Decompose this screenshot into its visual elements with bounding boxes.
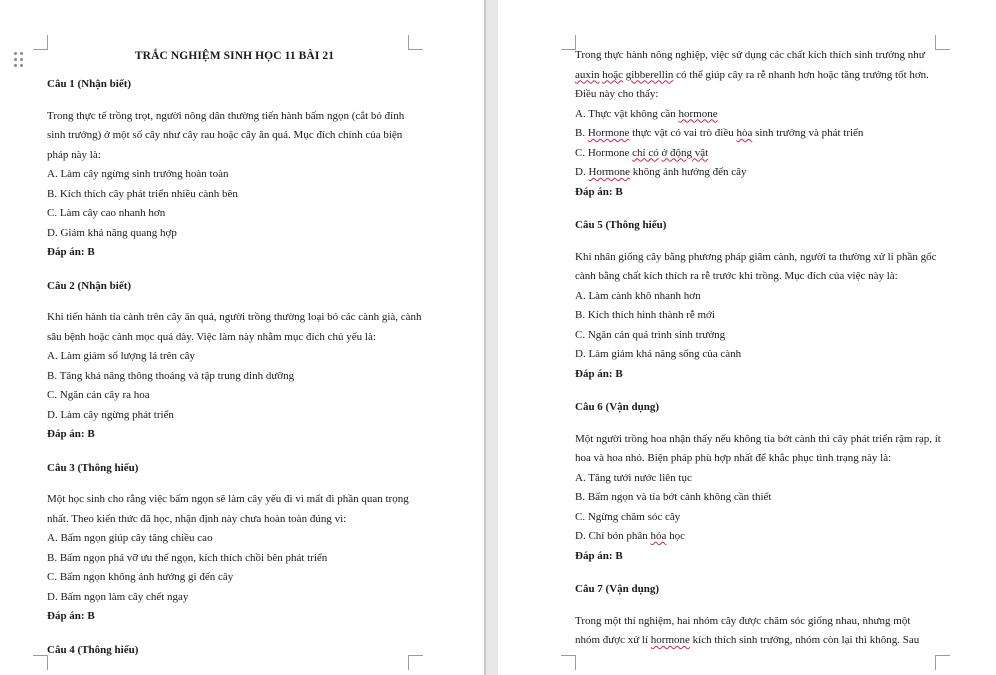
spell-flag-hoa-q6[interactable]: hóa [650, 530, 667, 542]
question-4-answer: Đáp án: B [575, 185, 623, 198]
document-page-right [498, 0, 996, 675]
question-6-text: Một người trồng hoa nhận thấy nếu không tỉa bớt cành thì cây phát triển rậm rạp, ít hoa và hoa nhỏ. Biện pháp phù hợp nhất để khắc phục tình trạng này là: [575, 432, 941, 464]
question-5-option-c: C. Ngăn cản quá trình sinh trưởng [575, 328, 726, 341]
page-gutter-edge [484, 0, 486, 675]
question-3-option-c: C. Bấm ngọn không ảnh hưởng gì đến cây [47, 571, 234, 583]
question-2-text: Khi tiến hành tỉa cành trên cây ăn quả, người trồng thường loại bỏ các cành già, cành sâu bệnh hoặc cành mọc quá dày. Việc làm này nhằm mục đích chủ yếu là: [47, 311, 422, 343]
page-content-right [575, 46, 947, 651]
question-5-text: Khi nhân giống cây bằng phương pháp giâm cành, người ta thường xử lí phần gốc cành bằng chất kích thích ra rễ trước khi trồng. Mục đích của việc này là: [575, 250, 937, 282]
q4-option-b-text: thực vật có vai trò điều [632, 127, 734, 139]
question-3-option-b: B. Bấm ngọn phá vỡ ưu thế ngọn, kích thích chồi bên phát triển [47, 551, 328, 564]
question-4-option-d [575, 163, 947, 183]
crop-mark-bottom-left [561, 655, 576, 670]
question-6-option-a: A. Tăng tưới nước liên tục [575, 471, 692, 484]
question-2-option-d: D. Làm cây ngừng phát triển [47, 408, 174, 421]
q4-option-d-text: không ảnh hưởng đến cây [632, 166, 747, 178]
q4-line2-text: có thể giúp cây ra rễ nhanh hơn hoặc tăng trưởng tốt hơn. [676, 68, 929, 81]
page-gutter [484, 0, 498, 675]
q6-option-d-text-end: học [669, 530, 686, 542]
q4-option-b-text-end: sinh trưởng và phát triển [755, 127, 864, 139]
question-4-option-a [575, 105, 947, 125]
question-1-text: Trong thực tế trồng trọt, người nông dân thường tiến hành bấm ngọn (cắt bỏ đỉnh sinh trưởng) ở một số cây như cây rau hoặc cây ăn quả. Mục đích chính của biện pháp này là: [47, 109, 405, 161]
question-1-answer: Đáp án: B [47, 246, 95, 258]
q4-option-c-text: C. Hormone [575, 146, 630, 159]
question-3-answer: Đáp án: B [47, 610, 95, 622]
question-3-option-d: D. Bấm ngọn làm cây chết ngay [47, 590, 189, 603]
crop-mark-bottom-left [33, 655, 48, 670]
spell-flag-hoa-b[interactable]: hòa [736, 127, 753, 139]
document-title: TRẮC NGHIỆM SINH HỌC 11 BÀI 21 [134, 50, 335, 62]
question-1-option-b: B. Kích thích cây phát triển nhiều cành bên [47, 187, 238, 200]
q4-option-b-label: B. [575, 127, 586, 139]
question-6-answer: Đáp án: B [575, 549, 623, 562]
question-5-option-a: A. Làm cành khô nhanh hơn [575, 289, 701, 302]
question-1-option-c: C. Làm cây cao nhanh hơn [47, 207, 166, 219]
q6-option-d-text: D. Chỉ bón phân [575, 530, 648, 542]
spell-flag-hormone-b[interactable]: Hormone [587, 127, 630, 139]
crop-mark-top-left [33, 35, 48, 50]
q7-line2-text: nhóm được xử lí [575, 634, 649, 646]
question-5-option-d: D. Làm giảm khả năng sống của cành [575, 348, 742, 360]
question-6-option-d [575, 527, 947, 547]
question-5-answer: Đáp án: B [575, 367, 623, 380]
question-3-option-a: A. Bấm ngọn giúp cây tăng chiều cao [47, 532, 213, 544]
question-4-text-line-3: Điều này cho thấy: [575, 88, 659, 100]
question-2-heading: Câu 2 (Nhận biết) [47, 279, 132, 292]
question-3-text: Một học sinh cho rằng việc bấm ngọn sẽ làm cây yếu đi vì mất đi phần quan trọng nhất. Theo kiến thức đã học, nhận định này chưa hoàn toàn đúng vì: [47, 493, 409, 525]
question-6-option-c: C. Ngừng chăm sóc cây [575, 510, 681, 523]
spell-flag-auxin[interactable]: auxin [575, 68, 600, 81]
spell-flag-hormone-a[interactable]: hormone [678, 107, 718, 120]
question-6-heading: Câu 6 (Vận dụng) [575, 401, 660, 413]
q4-option-d-label: D. [575, 166, 586, 178]
q4-line1-text: Trong thực hành nông nghiệp, việc sử dụng các chất kích thích sinh trưởng như [575, 49, 925, 61]
page-content-left [47, 46, 422, 672]
question-4-text-line-2 [575, 66, 947, 86]
question-7-text-line-2 [575, 631, 947, 651]
spell-flag-chi-co[interactable]: chỉ có [632, 146, 659, 159]
crop-mark-bottom-right [935, 655, 950, 670]
question-4-text-line-1 [575, 46, 947, 66]
question-2-option-a: A. Làm giảm số lượng lá trên cây [47, 350, 196, 362]
spell-flag-hoac[interactable]: hoặc [602, 68, 623, 81]
spell-flag-hormone-q7[interactable]: hormone [650, 634, 690, 646]
question-2-answer: Đáp án: B [47, 428, 95, 440]
document-page-left [0, 0, 484, 675]
question-2-option-b: B. Tăng khả năng thông thoáng và tập trung dinh dưỡng [47, 369, 295, 382]
crop-mark-top-left [561, 35, 576, 50]
question-2-option-c: C. Ngăn cản cây ra hoa [47, 389, 150, 401]
question-4-option-c [575, 144, 947, 164]
question-4-heading: Câu 4 (Thông hiểu) [47, 643, 139, 656]
question-7-text-line-1: Trong một thí nghiệm, hai nhóm cây được chăm sóc giống nhau, nhưng một [575, 614, 911, 627]
question-1-heading: Câu 1 (Nhận biết) [47, 78, 132, 90]
question-3-heading: Câu 3 (Thông hiểu) [47, 461, 139, 474]
q7-line2-text-end: kích thích sinh trưởng, nhóm còn lại thì không. Sau [692, 634, 920, 646]
q4-option-a-text: A. Thực vật không cần [575, 107, 676, 120]
question-5-heading: Câu 5 (Thông hiểu) [575, 219, 667, 231]
question-1-option-d: D. Giảm khả năng quang hợp [47, 226, 177, 239]
spell-flag-hormone-d[interactable]: Hormone [588, 166, 630, 178]
question-6-option-b: B. Bấm ngọn và tỉa bớt cành không cần thiết [575, 491, 772, 503]
question-4-option-b [575, 124, 947, 144]
spell-flag-o-dong-vat[interactable]: ở động vật [661, 146, 709, 159]
drag-handle-icon[interactable] [14, 52, 24, 68]
question-5-option-b: B. Kích thích hình thành rễ mới [575, 309, 715, 321]
question-7-heading: Câu 7 (Vận dụng) [575, 583, 660, 595]
spell-flag-gibberellin[interactable]: gibberellin [625, 68, 674, 81]
question-1-option-a: A. Làm cây ngừng sinh trưởng hoàn toàn [47, 168, 229, 180]
